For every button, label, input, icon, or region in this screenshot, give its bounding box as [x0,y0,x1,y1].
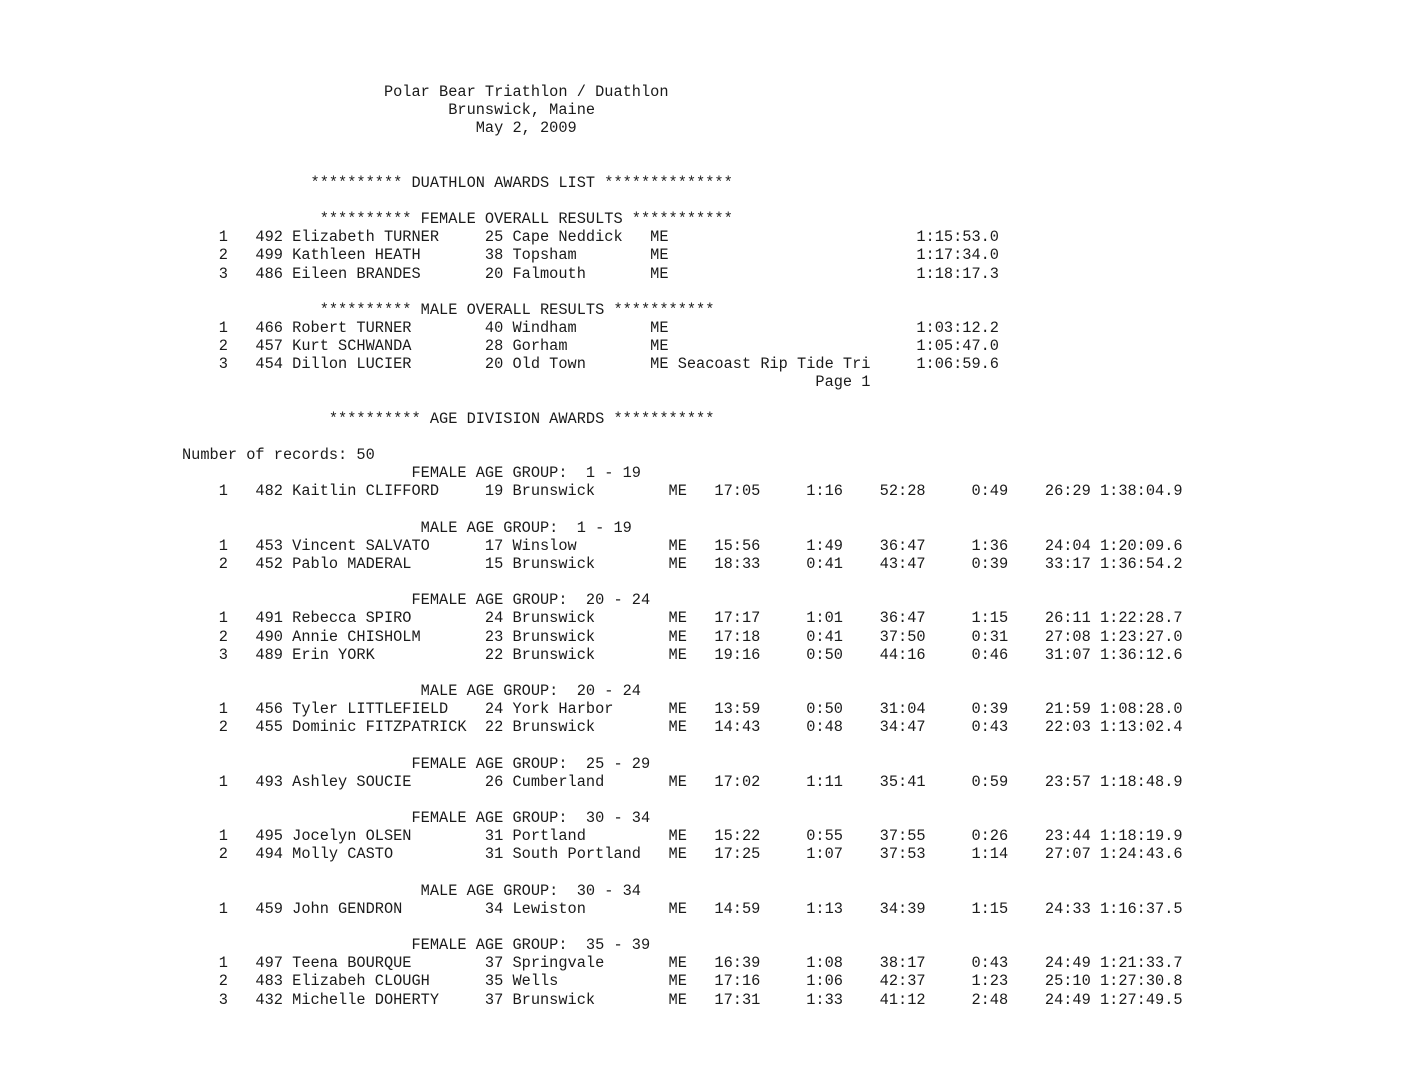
overall-result-row: 1 492 Elizabeth TURNER 25 Cape Neddick ME 1:15:53.0 [182,228,999,247]
age-group-result-row: 3 489 Erin YORK 22 Brunswick ME 19:16 0:50 44:16 0:46 31:07 1:36:12.6 [182,645,1183,664]
age-group-result-row: 3 432 Michelle DOHERTY 37 Brunswick ME 17:31 1:33 41:12 2:48 24:49 1:27:49.5 [182,990,1183,1009]
age-group-result-row: 1 453 Vincent SALVATO 17 Winslow ME 15:56 1:49 36:47 1:36 24:04 1:20:09.6 [182,536,1183,555]
age-group-result-row: 1 493 Ashley SOUCIE 26 Cumberland ME 17:02 1:11 35:41 0:59 23:57 1:18:48.9 [182,772,1183,791]
overall-result-row: 2 499 Kathleen HEATH 38 Topsham ME 1:17:34.0 [182,246,999,265]
overall-result-row: 2 457 Kurt SCHWANDA 28 Gorham ME 1:05:47.0 [182,337,999,356]
age-group-title: MALE AGE GROUP: 20 - 24 [182,681,641,700]
age-group-result-row: 2 494 Molly CASTO 31 South Portland ME 17:25 1:07 37:53 1:14 27:07 1:24:43.6 [182,845,1183,864]
age-group-result-row: 1 459 John GENDRON 34 Lewiston ME 14:59 1:13 34:39 1:15 24:33 1:16:37.5 [182,899,1183,918]
age-group-title: MALE AGE GROUP: 30 - 34 [182,881,641,900]
event-title: Polar Bear Triathlon / Duathlon [182,83,669,101]
age-group-result-row: 1 497 Teena BOURQUE 37 Springvale ME 16:39 1:08 38:17 0:43 24:49 1:21:33.7 [182,954,1183,973]
age-group-result-row: 1 495 Jocelyn OLSEN 31 Portland ME 15:22 0:55 37:55 0:26 23:44 1:18:19.9 [182,827,1183,846]
page-number: Page 1 [182,373,871,392]
overall-result-row: 3 454 Dillon LUCIER 20 Old Town ME Seacoast Rip Tide Tri 1:06:59.6 [182,355,999,374]
age-group-title: FEMALE AGE GROUP: 25 - 29 [182,754,651,773]
awards-list-banner: ********** DUATHLON AWARDS LIST ************** [182,173,733,192]
age-group-title: FEMALE AGE GROUP: 30 - 34 [182,809,651,827]
age-group-result-row: 1 482 Kaitlin CLIFFORD 19 Brunswick ME 17:05 1:16 52:28 0:49 26:29 1:38:04.9 [182,482,1183,501]
age-group-result-row: 1 456 Tyler LITTLEFIELD 24 York Harbor ME 13:59 0:50 31:04 0:39 21:59 1:08:28.0 [182,700,1183,719]
age-group-title: FEMALE AGE GROUP: 35 - 39 [182,936,651,955]
age-group-title: FEMALE AGE GROUP: 20 - 24 [182,591,651,610]
age-division-banner: ********** AGE DIVISION AWARDS *********** [182,409,715,428]
overall-result-row: 1 466 Robert TURNER 40 Windham ME 1:03:12.2 [182,318,999,337]
overall-result-row: 3 486 Eileen BRANDES 20 Falmouth ME 1:18:17.3 [182,264,999,283]
female-overall-banner: ********** FEMALE OVERALL RESULTS *********** [182,210,733,229]
age-group-title: MALE AGE GROUP: 1 - 19 [182,518,632,537]
age-group-result-row: 1 491 Rebecca SPIRO 24 Brunswick ME 17:17 1:01 36:47 1:15 26:11 1:22:28.7 [182,609,1183,628]
record-count: Number of records: 50 [182,446,375,464]
age-group-title: FEMALE AGE GROUP: 1 - 19 [182,464,641,483]
age-group-result-row: 2 455 Dominic FITZPATRICK 22 Brunswick ME 14:43 0:48 34:47 0:43 22:03 1:13:02.4 [182,718,1183,737]
age-group-result-row: 2 483 Elizabeh CLOUGH 35 Wells ME 17:16 1:06 42:37 1:23 25:10 1:27:30.8 [182,972,1183,991]
age-group-result-row: 2 452 Pablo MADERAL 15 Brunswick ME 18:33 0:41 43:47 0:39 33:17 1:36:54.2 [182,554,1183,573]
age-group-result-row: 2 490 Annie CHISHOLM 23 Brunswick ME 17:18 0:41 37:50 0:31 27:08 1:23:27.0 [182,627,1183,646]
event-date: May 2, 2009 [182,119,577,138]
male-overall-banner: ********** MALE OVERALL RESULTS *********** [182,300,715,319]
event-location: Brunswick, Maine [182,101,596,120]
